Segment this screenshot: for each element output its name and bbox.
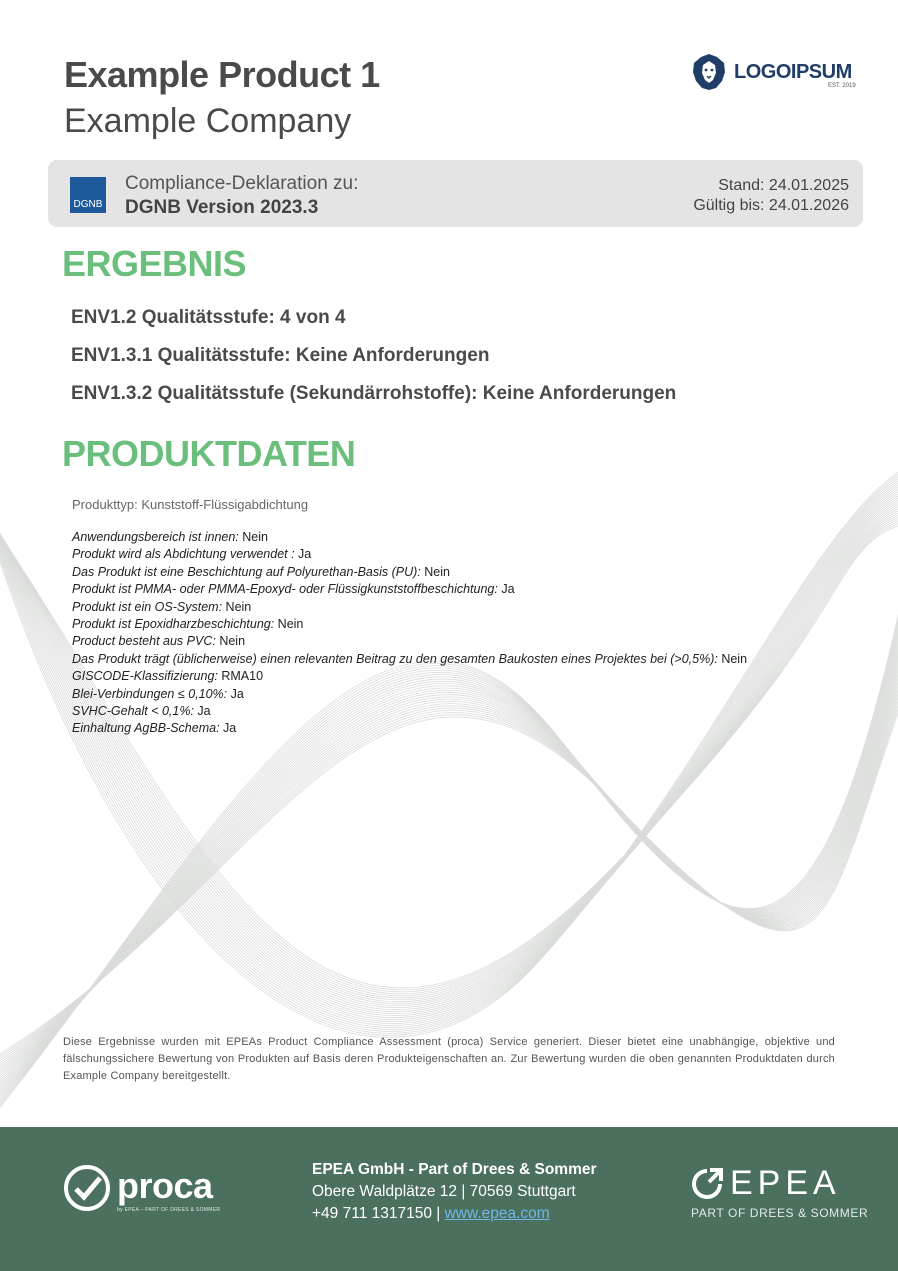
result-item: ENV1.3.2 Qualitätsstufe (Sekundärrohstoffe): Keine Anforderungen: [71, 383, 677, 404]
declaration-standard: DGNB Version 2023.3: [125, 197, 319, 218]
property-value: Nein: [274, 617, 304, 632]
product-title: Example Product 1: [64, 54, 380, 95]
property-value: Ja: [227, 686, 244, 701]
epea-arrow-icon: [690, 1167, 724, 1201]
property-value: Ja: [497, 582, 515, 597]
valid-until-date: Gültig bis: 24.01.2026: [693, 197, 849, 214]
proca-tagline: by EPEA – PART OF DREES & SOMMER: [117, 1207, 221, 1213]
product-type: Produkttyp: Kunststoff-Flüssigabdichtung: [72, 497, 309, 512]
property-row: [72, 529, 747, 546]
result-item: ENV1.3.1 Qualitätsstufe: Keine Anforderungen: [71, 345, 490, 366]
property-label: SVHC-Gehalt < 0,1%:: [72, 704, 194, 719]
property-value: RMA10: [217, 669, 264, 684]
property-row: [72, 581, 747, 598]
epea-wordmark: EPEA: [730, 1164, 841, 1202]
footer-company: EPEA GmbH - Part of Drees & Sommer: [312, 1161, 597, 1178]
footer-contact-line: [312, 1203, 597, 1225]
property-row: [72, 720, 747, 737]
company-logo: [690, 52, 870, 94]
declaration-band: [48, 160, 863, 227]
footer-address: Obere Waldplätze 12 | 70569 Stuttgart: [312, 1183, 576, 1200]
dgnb-badge: DGNB: [70, 177, 106, 213]
property-row: [72, 546, 747, 563]
property-list: [72, 529, 747, 738]
property-value: Nein: [717, 651, 748, 666]
property-label: GISCODE-Klassifizierung:: [72, 669, 218, 684]
property-row: [72, 668, 747, 685]
produktdaten-heading: PRODUKTDATEN: [62, 433, 356, 474]
company-name: Example Company: [64, 102, 352, 140]
property-row: [72, 686, 747, 703]
property-row: [72, 633, 747, 650]
logo-wordmark: LOGOIPSUM: [734, 61, 852, 83]
property-label: Product besteht aus PVC:: [72, 634, 216, 649]
proca-check-icon: [64, 1165, 110, 1211]
property-value: Nein: [238, 530, 268, 544]
result-item: ENV1.2 Qualitätsstufe: 4 von 4: [71, 307, 346, 328]
declaration-prefix: Compliance-Deklaration zu:: [125, 173, 359, 194]
footer-phone: +49 711 1317150 |: [312, 1205, 445, 1222]
property-row: [72, 616, 747, 633]
property-label: Produkt wird als Abdichtung verwendet :: [72, 547, 295, 562]
property-label: Produkt ist PMMA- oder PMMA-Epoxyd- oder Flüssigkunststoffbeschichtung:: [72, 582, 498, 597]
property-row: [72, 703, 747, 720]
property-row: [72, 651, 747, 668]
property-value: Ja: [193, 704, 211, 719]
property-label: Das Produkt ist eine Beschichtung auf Polyurethan-Basis (PU):: [72, 564, 421, 579]
property-value: Nein: [222, 599, 252, 614]
property-row: [72, 599, 747, 616]
proca-wordmark: proca: [117, 1165, 213, 1206]
disclaimer-text: Diese Ergebnisse wurden mit EPEAs Product Compliance Assessment (proca) Service generiert. Dieser bietet eine unabhängige, objektive und fälschungssichere Bewertung von Produkten auf Basis deren Produkteigenschaften an. Zur Bewertung wurden die oben genannten Produktdaten durch Example Company bereitgestellt.: [63, 1036, 835, 1082]
declaration-dates: [693, 176, 849, 216]
property-value: Ja: [294, 547, 312, 562]
property-label: Das Produkt trägt (üblicherweise) einen relevanten Beitrag zu den gesamten Baukosten eines Projektes bei (>0,5%):: [72, 651, 718, 666]
property-row: [72, 564, 747, 581]
footer: [0, 1127, 898, 1271]
contact-block: [312, 1159, 597, 1225]
ergebnis-heading: ERGEBNIS: [62, 243, 247, 284]
property-label: Produkt ist ein OS-System:: [72, 599, 223, 614]
website-link[interactable]: www.epea.com: [444, 1205, 550, 1222]
stand-date: Stand: 24.01.2025: [718, 177, 849, 194]
property-value: Nein: [215, 634, 246, 649]
property-value: Ja: [219, 721, 237, 736]
property-label: Anwendungsbereich ist innen:: [72, 530, 239, 544]
lion-head-icon: [690, 52, 728, 92]
logo-tagline: EST. 2019: [828, 83, 856, 89]
property-label: Einhaltung AgBB-Schema:: [72, 721, 220, 736]
epea-tagline: PART OF DREES & SOMMER: [691, 1206, 869, 1220]
property-value: Nein: [420, 564, 450, 579]
property-label: Blei-Verbindungen ≤ 0,10%:: [72, 686, 228, 701]
property-label: Produkt ist Epoxidharzbeschichtung:: [72, 617, 275, 632]
